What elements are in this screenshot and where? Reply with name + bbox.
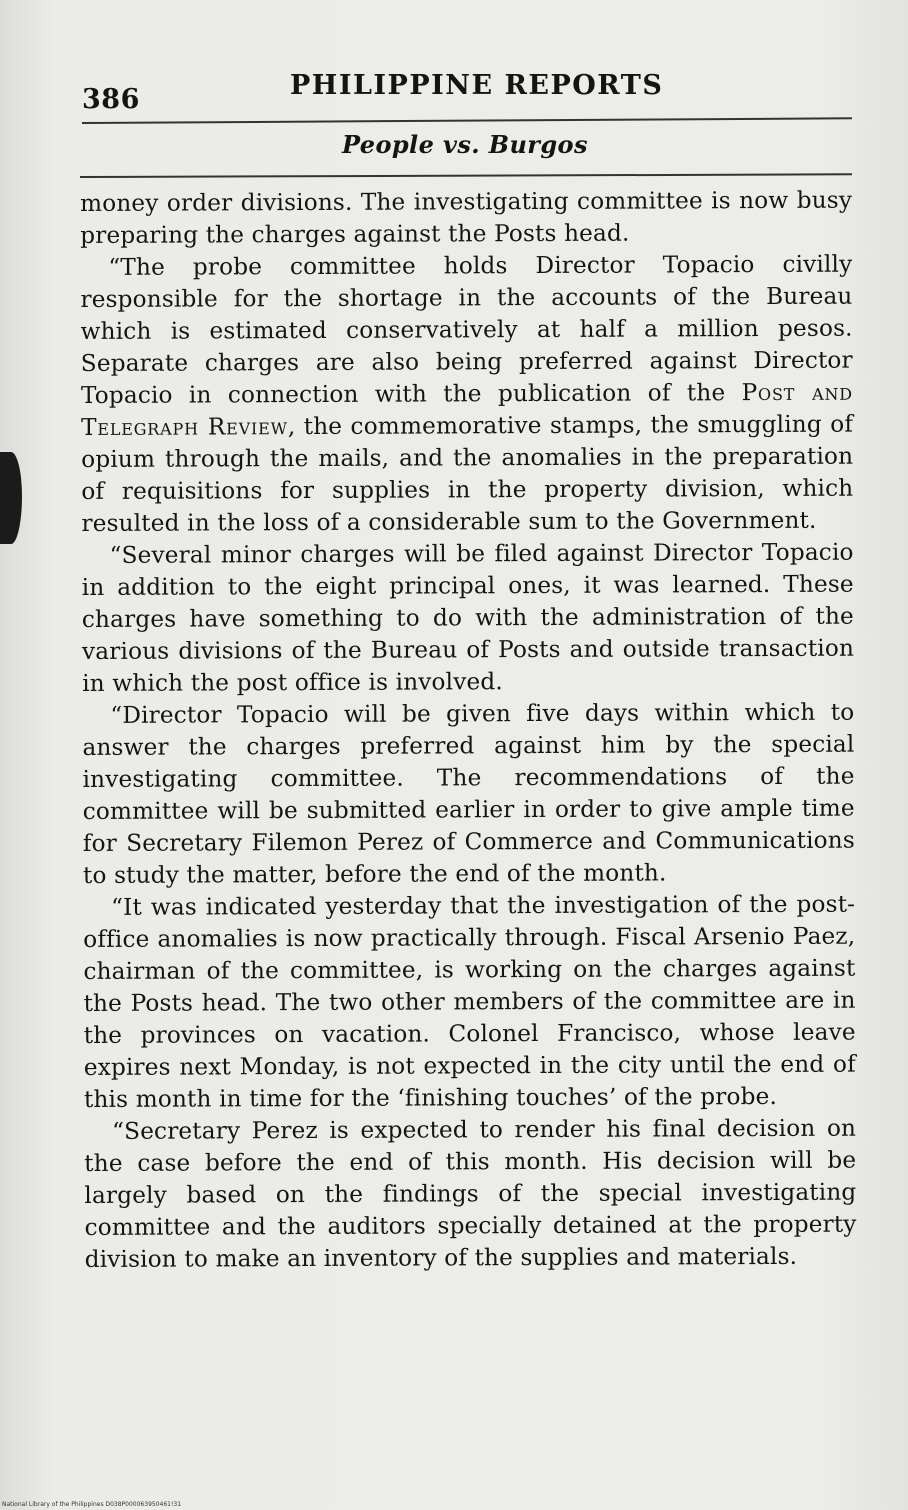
paragraph-3: “Several minor charges will be filed against Director Topacio in addition to the eight principal ones, it was learned. These charges have something to do with the administration of the various divisions of the Bureau of Posts and outside transaction in which the post office is involved. bbox=[81, 538, 855, 697]
paragraph-2 bbox=[80, 249, 853, 540]
footer-credit: National Library of the Philippines D038P000063950461!31 bbox=[2, 1501, 182, 1508]
publication-title: Post and Telegraph Review bbox=[80, 378, 853, 441]
page-number: 386 bbox=[82, 84, 140, 115]
case-title: People vs. Burgos bbox=[342, 130, 588, 159]
paragraph-6: “Secretary Perez is expected to render his final decision on the case before the end of this month. His decision will be largely based on the findings of the special investigating committee and the auditors specially detained at the property division to make an inventory of the supplies and materials. bbox=[84, 1114, 857, 1273]
paragraph-1: money order divisions. The investigating committee is now busy preparing the charges against the Posts head. bbox=[80, 186, 853, 249]
body-text bbox=[80, 185, 857, 1276]
running-head: PHILIPPINE REPORTS bbox=[290, 70, 664, 101]
paragraph-2-part-b: , the commemorative stamps, the smuggling of opium through the mails, and the anomalies in the preparation of requisitions for supplies in the property division, which resulted in the loss of a considerable sum to the Government. bbox=[81, 410, 854, 537]
paragraph-4: “Director Topacio will be given five days within which to answer the charges preferred against him by the special investigating committee. The recommendations of the committee will be submitted earlier in order to give ample time for Secretary Filemon Perez of Commerce and Communications to study the matter, before the end of the month. bbox=[82, 698, 855, 889]
paragraph-5: “It was indicated yesterday that the investigation of the post-office anomalies is now practically through. Fiscal Arsenio Paez, chairman of the committee, is working on the charges against the Posts head. The two other members of the committee are in the provinces on vacation. Colonel Francisco, whose leave expires next Monday, is not expected in the city until the end of this month in time for the ‘finishing touches’ of the probe. bbox=[83, 890, 856, 1113]
paragraph-2-part-a: “The probe committee holds Director Topacio civilly responsible for the shortage in the accounts of the Bureau which is estimated conservatively at half a million pesos. Separate charges are also being preferred against Director Topacio in connection with the publication of the bbox=[80, 250, 853, 409]
scan-edge-shadow bbox=[0, 452, 22, 544]
